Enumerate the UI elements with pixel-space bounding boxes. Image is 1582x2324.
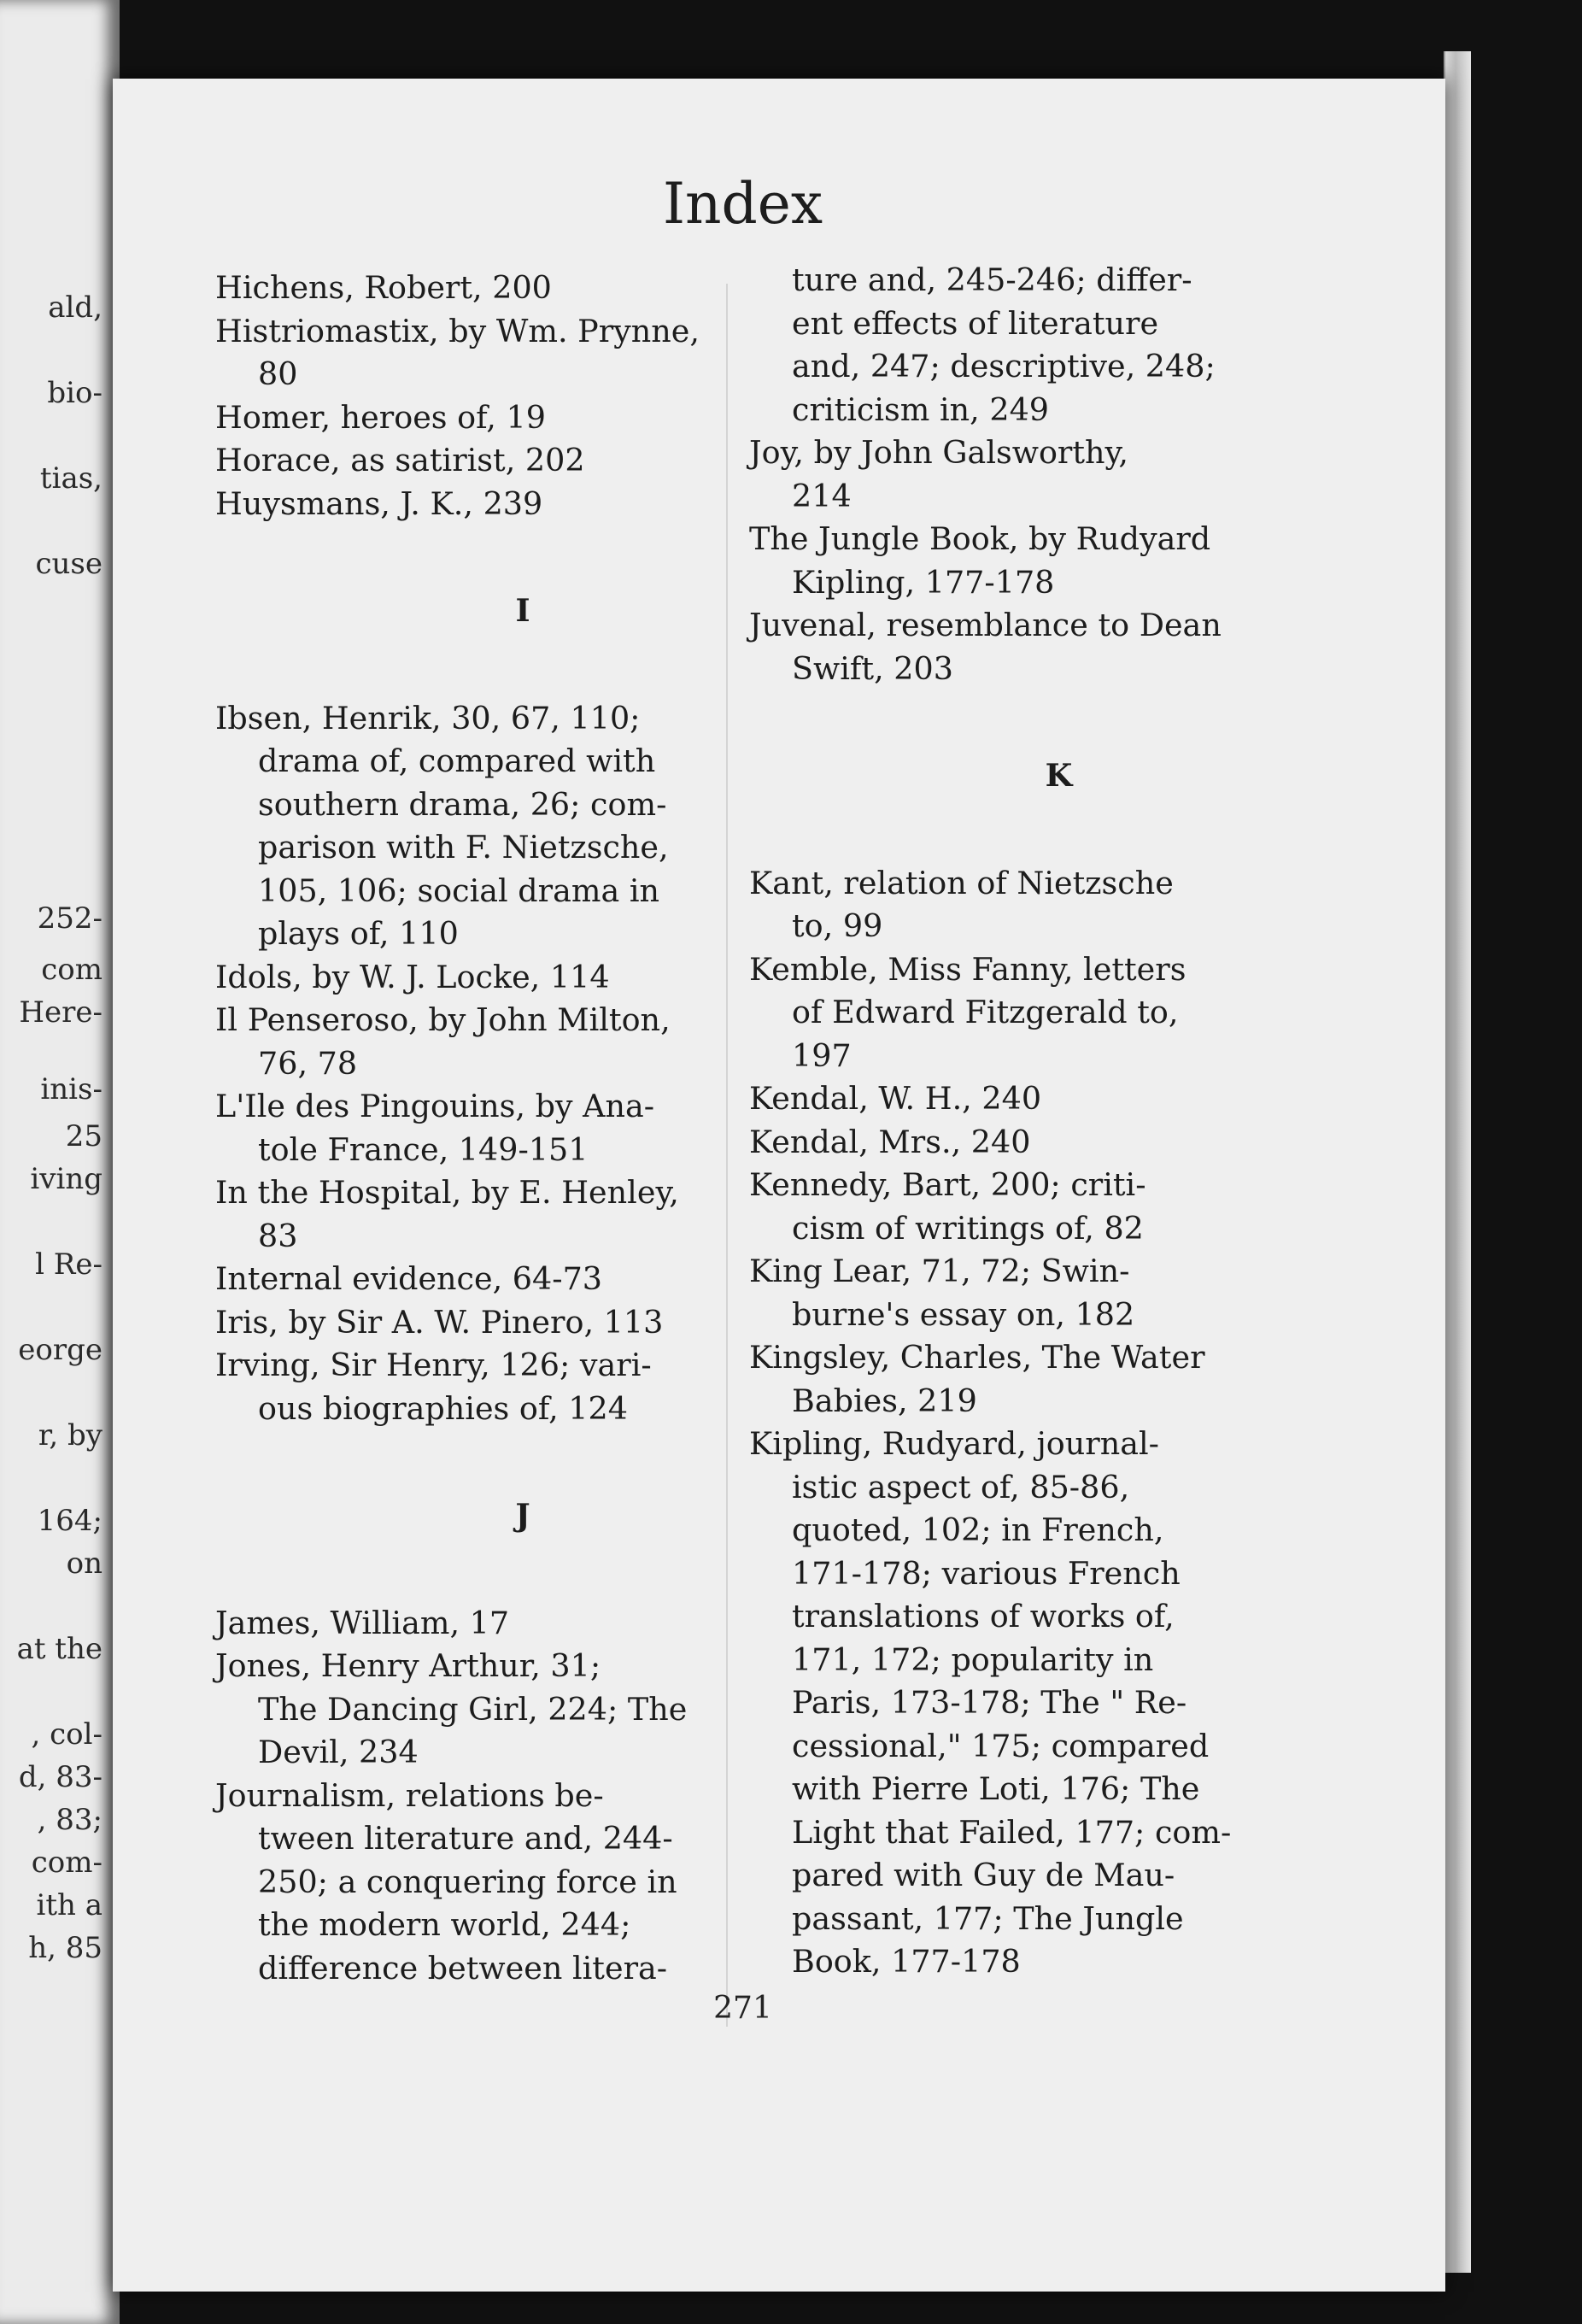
index-entry-line: ous biographies of, 124 (258, 1389, 628, 1427)
section-letter: J (515, 1497, 530, 1534)
index-entry-line: southern drama, 26; com- (258, 785, 667, 823)
previous-page-fragment: inis- (40, 1072, 103, 1106)
index-entry-line: 83 (258, 1217, 298, 1254)
index-entry-line: and, 247; descriptive, 248; (792, 348, 1216, 384)
index-entry-line: Kendal, Mrs., 240 (749, 1123, 1031, 1160)
index-entry-line: The Dancing Girl, 224; The (258, 1690, 688, 1728)
index-entry-line: In the Hospital, by E. Henley, (215, 1174, 679, 1211)
previous-page-fragment: iving (30, 1162, 103, 1196)
previous-page-fragment: Here- (19, 995, 103, 1030)
index-entry-line: Hichens, Robert, 200 (215, 269, 552, 306)
index-entry-line: cessional," 175; compared (792, 1727, 1210, 1764)
index-entry-line: Kendal, W. H., 240 (749, 1080, 1042, 1117)
previous-page-fragment: 252- (37, 901, 103, 936)
previous-page-fragment: , 83; (37, 1803, 103, 1837)
previous-page-fragment: ith a (36, 1888, 103, 1922)
index-entry-line: 105, 106; social drama in (258, 872, 660, 909)
index-entry-line: Horace, as satirist, 202 (215, 442, 585, 478)
index-entry-line: parison with F. Nietzsche, (258, 829, 669, 866)
index-entry-line: Babies, 219 (792, 1382, 977, 1419)
index-entry-line: istic aspect of, 85-86, (792, 1468, 1130, 1505)
previous-page-fragment: on (66, 1546, 103, 1581)
index-entry-line: of Edward Fitzgerald to, (792, 994, 1179, 1030)
index-entry-line: Kingsley, Charles, The Water (749, 1339, 1205, 1376)
index-entry-line: Kennedy, Bart, 200; criti- (749, 1166, 1146, 1203)
index-entry-line: Jones, Henry Arthur, 31; (215, 1647, 601, 1684)
index-entry-line: burne's essay on, 182 (792, 1295, 1135, 1333)
index-entry-line: 171-178; various French (792, 1554, 1181, 1592)
previous-page-fragment: r, by (38, 1418, 103, 1452)
index-entry-line: The Jungle Book, by Rudyard (749, 520, 1211, 557)
index-entry-line: Ibsen, Henrik, 30, 67, 110; (215, 699, 641, 737)
section-letter: I (515, 592, 530, 629)
index-entry-line: Book, 177-178 (792, 1943, 1021, 1980)
index-entry-line: Juvenal, resemblance to Dean (749, 607, 1222, 643)
index-entry-line: to, 99 (792, 907, 883, 944)
page-edge (1444, 51, 1471, 2273)
previous-page-fragment: cuse (35, 547, 103, 581)
index-column-right (749, 259, 1368, 1984)
index-entry-line: cism of writings of, 82 (792, 1209, 1144, 1247)
previous-page-fragment: com (41, 953, 103, 987)
index-entry-line: ture and, 245-246; differ- (792, 261, 1192, 298)
index-entry-line: 250; a conquering force in (258, 1863, 677, 1900)
index-entry-line: Kant, relation of Nietzsche (749, 864, 1174, 901)
index-entry-line: ent effects of literature (792, 304, 1159, 342)
column-divider (726, 284, 728, 2027)
previous-page-fragment: l Re- (35, 1247, 103, 1282)
previous-page-fragment: 25 (65, 1119, 103, 1153)
index-entry-line: pared with Guy de Mau- (792, 1857, 1175, 1893)
index-entry-line: L'Ile des Pingouins, by Ana- (215, 1088, 655, 1124)
index-entry-line: translations of works of, (792, 1598, 1175, 1634)
previous-page-spine (0, 0, 120, 2324)
index-entry-line: Kipling, Rudyard, journal- (749, 1425, 1160, 1462)
index-page (113, 79, 1445, 2292)
previous-page-fragment: com- (31, 1846, 103, 1880)
index-entry-line: Journalism, relations be- (215, 1776, 604, 1814)
previous-page-fragment: , col- (31, 1717, 103, 1752)
index-entry-line: King Lear, 71, 72; Swin- (749, 1253, 1130, 1289)
index-entry-line: Irving, Sir Henry, 126; vari- (215, 1347, 652, 1383)
index-entry-line: 197 (792, 1036, 852, 1074)
previous-page-fragment: 164; (37, 1504, 103, 1538)
previous-page-fragment: tias, (39, 461, 103, 496)
index-column-left (215, 267, 830, 1990)
previous-page-fragment: bio- (47, 376, 103, 410)
index-entry-line: Internal evidence, 64-73 (215, 1260, 603, 1297)
index-entry-line: Paris, 173-178; The " Re- (792, 1684, 1187, 1721)
page-title: Index (662, 171, 823, 237)
index-entry-line: passant, 177; The Jungle (792, 1899, 1184, 1937)
section-letter: K (1045, 757, 1073, 794)
index-entry-line: Huysmans, J. K., 239 (215, 484, 543, 522)
index-entry-line: plays of, 110 (258, 915, 459, 952)
index-entry-line: Iris, by Sir A. W. Pinero, 113 (215, 1303, 664, 1341)
index-entry-line: the modern world, 244; (258, 1906, 631, 1943)
previous-page-fragment: at the (16, 1632, 103, 1666)
index-entry-line: tween literature and, 244- (258, 1820, 673, 1857)
previous-page-fragment: eorge (18, 1333, 103, 1367)
index-entry-line: Swift, 203 (792, 649, 953, 687)
index-entry-line: Idols, by W. J. Locke, 114 (215, 958, 610, 995)
previous-page-fragment: h, 85 (28, 1931, 103, 1965)
index-entry-line: quoted, 102; in French, (792, 1511, 1164, 1548)
index-entry-line: 80 (258, 355, 298, 392)
index-entry-line: Devil, 234 (258, 1734, 419, 1770)
index-entry-line: Kemble, Miss Fanny, letters (749, 950, 1186, 988)
index-entry-line: 214 (792, 477, 852, 514)
index-entry-line: Il Penseroso, by John Milton, (215, 1001, 671, 1038)
previous-page-fragment: d, 83- (18, 1760, 103, 1794)
index-entry-line: difference between litera- (258, 1949, 668, 1987)
index-entry-line: with Pierre Loti, 176; The (792, 1770, 1200, 1807)
index-entry-line: Histriomastix, by Wm. Prynne, (215, 312, 700, 349)
index-entry-line: 76, 78 (258, 1044, 358, 1082)
index-entry-line: Light that Failed, 177; com- (792, 1813, 1232, 1851)
index-entry-line: Homer, heroes of, 19 (215, 398, 546, 436)
index-entry-line: Kipling, 177-178 (792, 563, 1055, 601)
index-entry-line: 171, 172; popularity in (792, 1640, 1154, 1678)
index-entry-line: James, William, 17 (215, 1604, 510, 1641)
index-entry-line: tole France, 149-151 (258, 1130, 589, 1168)
index-entry-line: Joy, by John Galsworthy, (749, 434, 1128, 471)
index-entry-line: drama of, compared with (258, 742, 656, 779)
previous-page-fragment: ald, (48, 290, 103, 325)
index-entry-line: criticism in, 249 (792, 390, 1050, 428)
page-number: 271 (713, 1991, 772, 2026)
